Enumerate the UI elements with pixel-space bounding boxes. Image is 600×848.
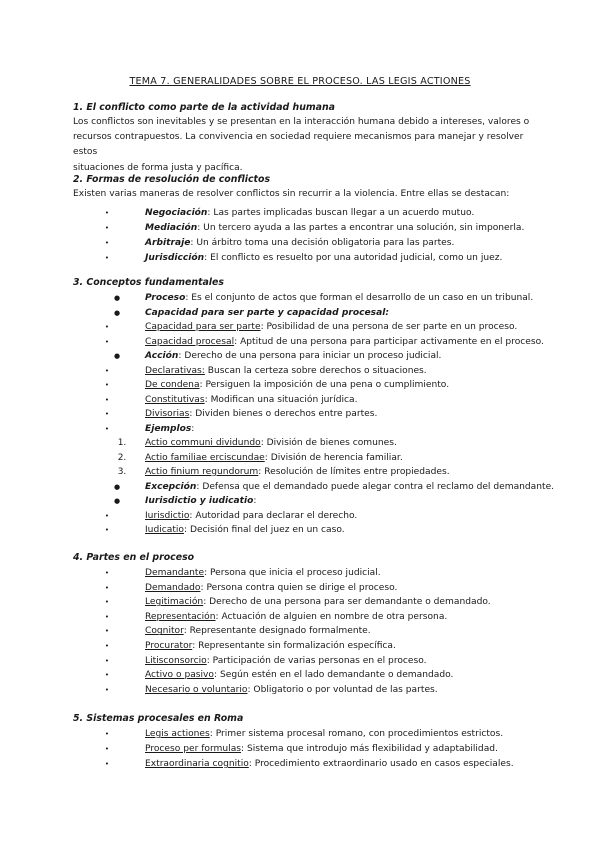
list-item-text — [145, 364, 427, 378]
list-marker: • — [104, 337, 110, 346]
paragraph-line: Los conflictos son inevitables y se presentan en la interacción humana debido a intereses, valores o — [73, 117, 530, 127]
list-marker: • — [104, 760, 110, 768]
item-description: : — [191, 423, 195, 434]
item-description: : Modifican una situación jurídica. — [204, 394, 358, 405]
item-description: : Actuación de alguien en nombre de otra persona. — [215, 611, 448, 622]
item-description: : Defensa que el demandado puede alegar contra el reclamo del demandante. — [196, 481, 555, 492]
item-term: Representación — [145, 611, 216, 622]
item-description: : Según estén en el lado demandante o demandado. — [214, 670, 454, 681]
item-term: Cognitor — [145, 626, 184, 637]
list-marker: ● — [113, 497, 121, 505]
list-marker: • — [104, 685, 110, 694]
list-item-text — [145, 654, 427, 668]
item-term: Actio communi dividundo — [145, 438, 261, 448]
item-term: Necesario o voluntario — [145, 684, 248, 695]
item-description: : Obligatorio o por voluntad de las partes. — [247, 684, 438, 695]
item-description: : División de herencia familiar. — [264, 452, 403, 463]
item-description: : Aptitud de una persona para participar activamente en el proceso. — [234, 336, 544, 347]
section-2-intro: Existen varias maneras de resolver conflictos sin recurrir a la violencia. Entre ellas se destacan: — [73, 189, 510, 199]
item-term: Actio familiae erciscundae — [145, 452, 265, 463]
item-description: : Un árbitro toma una decisión obligatoria para las partes. — [190, 238, 455, 248]
item-description: : Resolución de límites entre propiedades. — [258, 467, 450, 477]
item-term: Acción — [145, 351, 179, 361]
list-item-text — [145, 595, 491, 609]
list-item-text — [145, 236, 454, 250]
list-item-text — [145, 757, 514, 771]
item-term: De condena — [145, 380, 200, 390]
item-term: Arbitraje — [145, 238, 191, 248]
list-item-text — [145, 581, 397, 595]
list-item-text — [145, 251, 502, 265]
item-term: Ejemplos — [145, 423, 192, 434]
item-term: Mediación — [145, 223, 198, 233]
item-term: Jurisdicción — [145, 253, 205, 263]
item-description: : Sistema que introdujo más flexibilidad y adaptabilidad. — [241, 744, 498, 754]
item-term: Capacidad procesal — [145, 336, 235, 347]
item-description: : Persona contra quien se dirige el proceso. — [200, 582, 398, 593]
item-description: : Es el conjunto de actos que forman el desarrollo de un caso en un tribunal. — [185, 293, 534, 303]
list-item-text — [145, 465, 450, 479]
list-marker: ● — [113, 352, 121, 360]
section-2-heading: 2. Formas de resolución de conflictos — [73, 174, 271, 185]
item-term: Capacidad para ser parte y capacidad procesal: — [145, 307, 389, 318]
list-item-text — [145, 494, 256, 508]
item-term: Iudicatio — [145, 525, 184, 535]
item-term: Demandante — [145, 568, 205, 578]
item-description: : Un tercero ayuda a las partes a encontrar una solución, sin imponerla. — [197, 223, 525, 233]
item-description: : Procedimiento extraordinario usado en casos especiales. — [248, 759, 514, 769]
list-marker: • — [104, 323, 110, 331]
list-marker: 1. — [117, 438, 127, 448]
list-marker: ● — [113, 308, 121, 317]
item-description: : Participación de varias personas en el proceso. — [206, 655, 427, 666]
list-item-text — [145, 320, 517, 334]
list-item-text — [145, 624, 371, 638]
item-term: Capacidad para ser parte — [145, 322, 261, 332]
item-term: Litisconsorcio — [145, 655, 207, 666]
item-term: Demandado — [145, 582, 201, 593]
list-marker: • — [104, 410, 110, 418]
list-marker: • — [104, 526, 110, 534]
list-marker: • — [104, 627, 110, 636]
list-marker: 3. — [117, 467, 127, 477]
list-item-text — [145, 335, 544, 349]
list-marker: • — [104, 209, 110, 217]
list-item-text — [145, 509, 357, 523]
item-term: Iurisdictio y iudicatio — [145, 496, 254, 506]
list-item-text — [145, 378, 449, 392]
list-item-text — [145, 610, 447, 624]
list-marker: • — [104, 224, 110, 232]
item-term: Legitimación — [145, 597, 204, 608]
item-description: Buscan la certeza sobre derechos o situaciones. — [204, 365, 427, 376]
section-1-paragraph — [73, 115, 533, 176]
list-item-text — [145, 451, 403, 465]
list-marker: • — [104, 612, 110, 621]
list-marker: • — [104, 254, 110, 262]
list-marker: • — [104, 583, 110, 592]
item-description: : Representante sin formalización específica. — [192, 641, 396, 651]
list-marker: • — [104, 569, 110, 577]
item-description: : Derecho de una persona para iniciar un proceso judicial. — [178, 351, 442, 361]
item-description: : Persona que inicia el proceso judicial. — [204, 568, 381, 578]
item-term: Legis actiones — [145, 729, 210, 739]
item-description: : Decisión final del juez en un caso. — [183, 525, 345, 535]
item-description: : — [253, 496, 257, 506]
paragraph-line: recursos contrapuestos. La convivencia en sociedad requiere mecanismos para manejar y resolver estos — [73, 132, 524, 158]
item-term: Extraordinaria cognitio — [145, 759, 249, 769]
list-item-text — [145, 683, 438, 697]
list-marker: 2. — [117, 452, 127, 463]
section-3-heading: 3. Conceptos fundamentales — [73, 277, 224, 288]
item-term: Activo o pasivo — [145, 670, 214, 681]
item-description: : División de bienes comunes. — [260, 438, 397, 448]
item-description: : Persiguen la imposición de una pena o cumplimiento. — [199, 380, 450, 390]
list-marker: ● — [113, 482, 121, 491]
list-marker: • — [104, 642, 110, 650]
item-description: : Posibilidad de una persona de ser parte en un proceso. — [260, 322, 518, 332]
list-item-text — [145, 291, 533, 305]
item-term: Iurisdictio — [145, 510, 190, 521]
list-item-text — [145, 727, 503, 741]
item-description: : El conflicto es resuelto por una autoridad judicial, como un juez. — [204, 253, 503, 263]
item-term: Actio finium regundorum — [145, 467, 259, 477]
list-item-text — [145, 407, 377, 421]
list-marker: • — [104, 511, 110, 520]
list-item-text — [145, 480, 554, 494]
list-marker: • — [104, 239, 110, 247]
item-description: : Representante designado formalmente. — [183, 626, 371, 637]
list-item-text — [145, 349, 441, 363]
item-description: : Dividen bienes o derechos entre partes. — [189, 409, 378, 419]
item-term: Proceso — [145, 293, 186, 303]
list-marker: • — [104, 366, 110, 375]
list-item-text — [145, 523, 345, 537]
list-marker: • — [104, 424, 110, 433]
list-item-text — [145, 221, 524, 235]
item-term: Declarativas: — [145, 365, 205, 376]
list-item-text — [145, 422, 194, 436]
document-title: TEMA 7. GENERALIDADES SOBRE EL PROCESO. LAS LEGIS ACTIONES — [129, 76, 471, 87]
list-item-text — [145, 393, 357, 407]
list-item-text — [145, 639, 396, 653]
list-item-text — [145, 742, 498, 756]
list-marker: • — [104, 381, 110, 389]
list-marker: • — [104, 671, 110, 680]
list-item-text — [145, 668, 453, 682]
item-term: Negociación — [145, 208, 208, 218]
list-item-text — [145, 306, 389, 320]
list-item-text — [145, 566, 381, 580]
item-term: Excepción — [145, 481, 197, 492]
list-marker: • — [104, 730, 110, 738]
list-item-text — [145, 436, 397, 450]
item-term: Proceso per formulas — [145, 744, 242, 754]
list-marker: • — [104, 745, 110, 753]
section-1-heading: 1. El conflicto como parte de la actividad humana — [73, 102, 335, 113]
item-description: : Derecho de una persona para ser demandante o demandado. — [203, 597, 491, 608]
list-marker: ● — [113, 294, 121, 302]
paragraph-line: situaciones de forma justa y pacífica. — [73, 162, 243, 173]
list-item-text — [145, 206, 474, 220]
list-marker: • — [104, 656, 110, 665]
item-term: Divisorias — [145, 409, 190, 419]
item-description: : Primer sistema procesal romano, con procedimientos estrictos. — [209, 729, 504, 739]
item-term: Procurator — [145, 641, 193, 651]
list-marker: • — [104, 598, 110, 607]
item-description: : Autoridad para declarar el derecho. — [189, 510, 358, 521]
item-description: : Las partes implicadas buscan llegar a un acuerdo mutuo. — [207, 208, 475, 218]
list-marker: • — [104, 395, 110, 404]
item-term: Constitutivas — [145, 394, 205, 405]
section-5-heading: 5. Sistemas procesales en Roma — [73, 713, 244, 724]
section-4-heading: 4. Partes en el proceso — [73, 552, 195, 563]
